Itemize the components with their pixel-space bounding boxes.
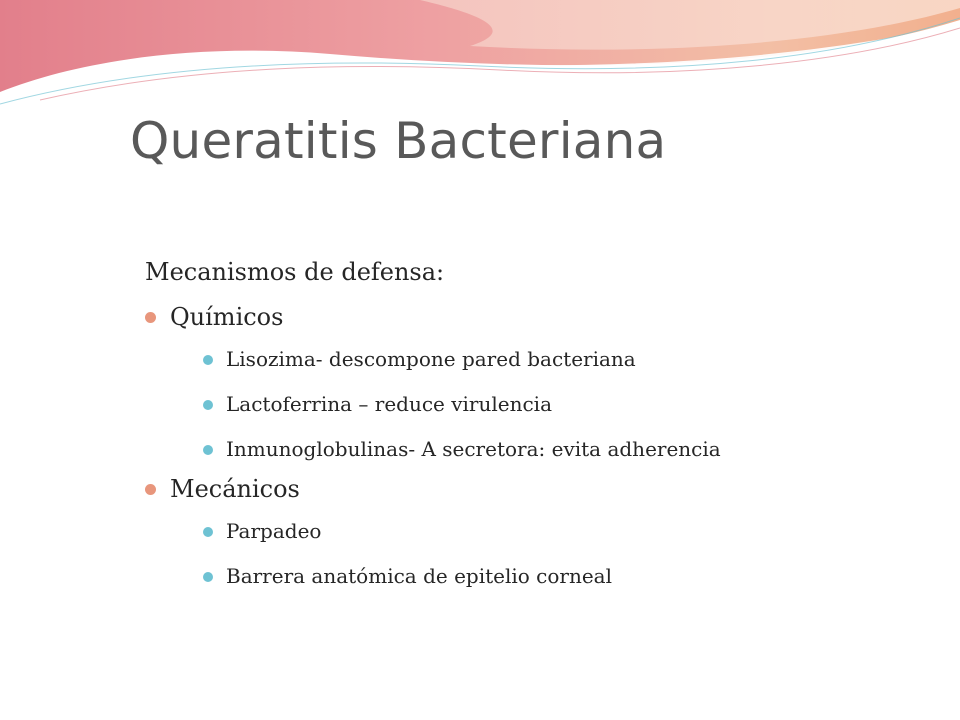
bullet-dot-icon [145, 312, 156, 323]
section-quimicos [145, 301, 935, 463]
list-item [201, 517, 935, 545]
section-label: Mecánicos [170, 475, 300, 503]
list-item [201, 390, 935, 418]
slide-body [145, 256, 935, 590]
bullet-dot-icon [203, 400, 213, 410]
bullet-dot-icon [203, 445, 213, 455]
bullet-dot-icon [203, 527, 213, 537]
section-label: Químicos [170, 303, 284, 331]
sub-bullet-list [170, 345, 935, 463]
list-item [201, 345, 935, 373]
intro-text: Mecanismos de defensa: [145, 258, 445, 286]
list-item-text: Inmunoglobulinas- A secretora: evita adherencia [226, 437, 721, 461]
list-item-text: Lisozima- descompone pared bacteriana [226, 347, 636, 371]
list-item [201, 435, 935, 463]
list-item-text: Lactoferrina – reduce virulencia [226, 392, 553, 416]
sub-bullet-list [170, 517, 935, 590]
list-item-text: Parpadeo [226, 519, 322, 543]
section-mecanicos [145, 473, 935, 590]
bullet-dot-icon [203, 572, 213, 582]
bullet-dot-icon [145, 484, 156, 495]
slide-title: Queratitis Bacteriana [130, 112, 667, 170]
list-item-text: Barrera anatómica de epitelio corneal [226, 564, 613, 588]
list-item [201, 562, 935, 590]
bullet-dot-icon [203, 355, 213, 365]
bullet-list [145, 301, 935, 590]
header-swoosh-decoration [0, 0, 960, 130]
